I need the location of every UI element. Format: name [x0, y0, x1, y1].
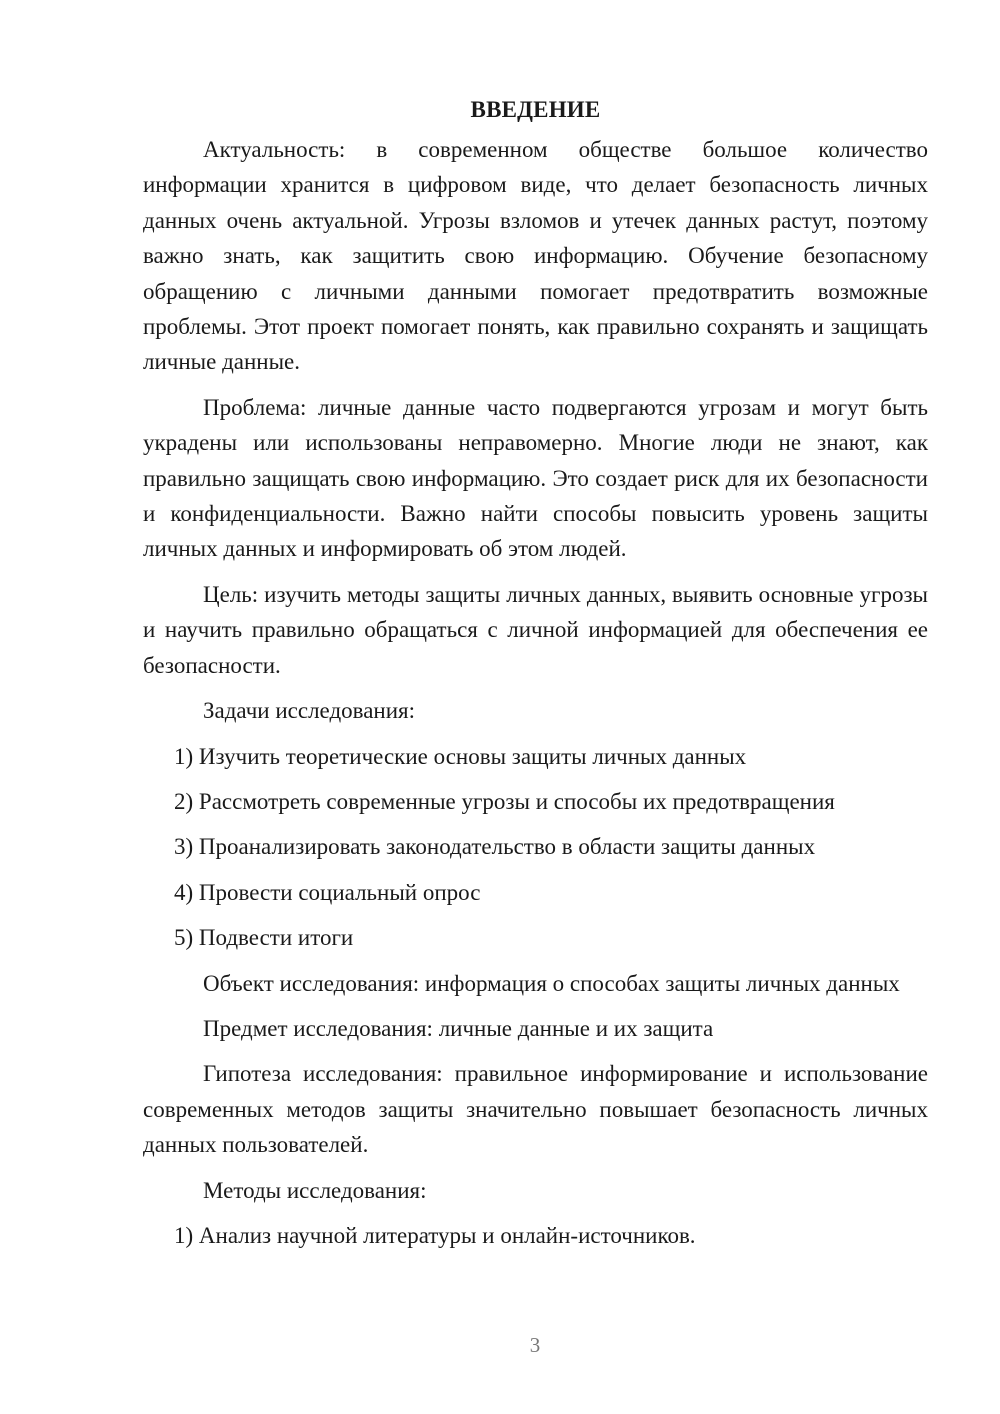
goal-paragraph: Цель: изучить методы защиты личных данных, выявить основные угрозы и научить правильно обращаться с личной информацией для обеспечения ее безопасности. [143, 581, 928, 678]
hypothesis-paragraph: Гипотеза исследования: правильное информирование и использование современных методов защиты значительно повышает безопасность личных данных пользователей. [143, 1061, 928, 1158]
tasks-list [143, 739, 928, 956]
list-item: 1) Анализ научной литературы и онлайн-источников. [174, 1222, 696, 1248]
list-item: 5) Подвести итоги [174, 925, 354, 951]
list-item: 2) Рассмотреть современные угрозы и способы их предотвращения [174, 788, 835, 814]
section-title: ВВЕДЕНИЕ [470, 97, 601, 122]
object-paragraph: Объект исследования: информация о способах защиты личных данных [203, 970, 900, 996]
list-item: 1) Изучить теоретические основы защиты личных данных [174, 743, 747, 769]
problem-paragraph: Проблема: личные данные часто подвергаются угрозам и могут быть украдены или использованы неправомерно. Многие люди не знают, как правильно защищать свою информацию. Это создает риск для их безопасности и конфиденциальности. Важно найти способы повысить уровень защиты личных данных и информировать об этом людей. [143, 394, 928, 562]
page-content [143, 96, 928, 1263]
list-item: 4) Провести социальный опрос [174, 879, 481, 905]
methods-heading: Методы исследования: [203, 1177, 427, 1203]
tasks-heading: Задачи исследования: [203, 698, 416, 724]
list-item: 3) Проанализировать законодательство в области защиты данных [174, 834, 816, 860]
page-number: 3 [529, 1333, 541, 1357]
methods-list [143, 1218, 928, 1253]
relevance-paragraph: Актуальность: в современном обществе большое количество информации хранится в цифровом виде, что делает безопасность личных данных очень актуальной. Угрозы взломов и утечек данных растут, поэтому важно знать, как защитить свою информацию. Обучение безопасному обращению с личными данными помогает предотвратить возможные проблемы. Этот проект помогает понять, как правильно сохранять и защищать личные данные. [143, 137, 928, 375]
subject-paragraph: Предмет исследования: личные данные и их защита [203, 1015, 714, 1041]
